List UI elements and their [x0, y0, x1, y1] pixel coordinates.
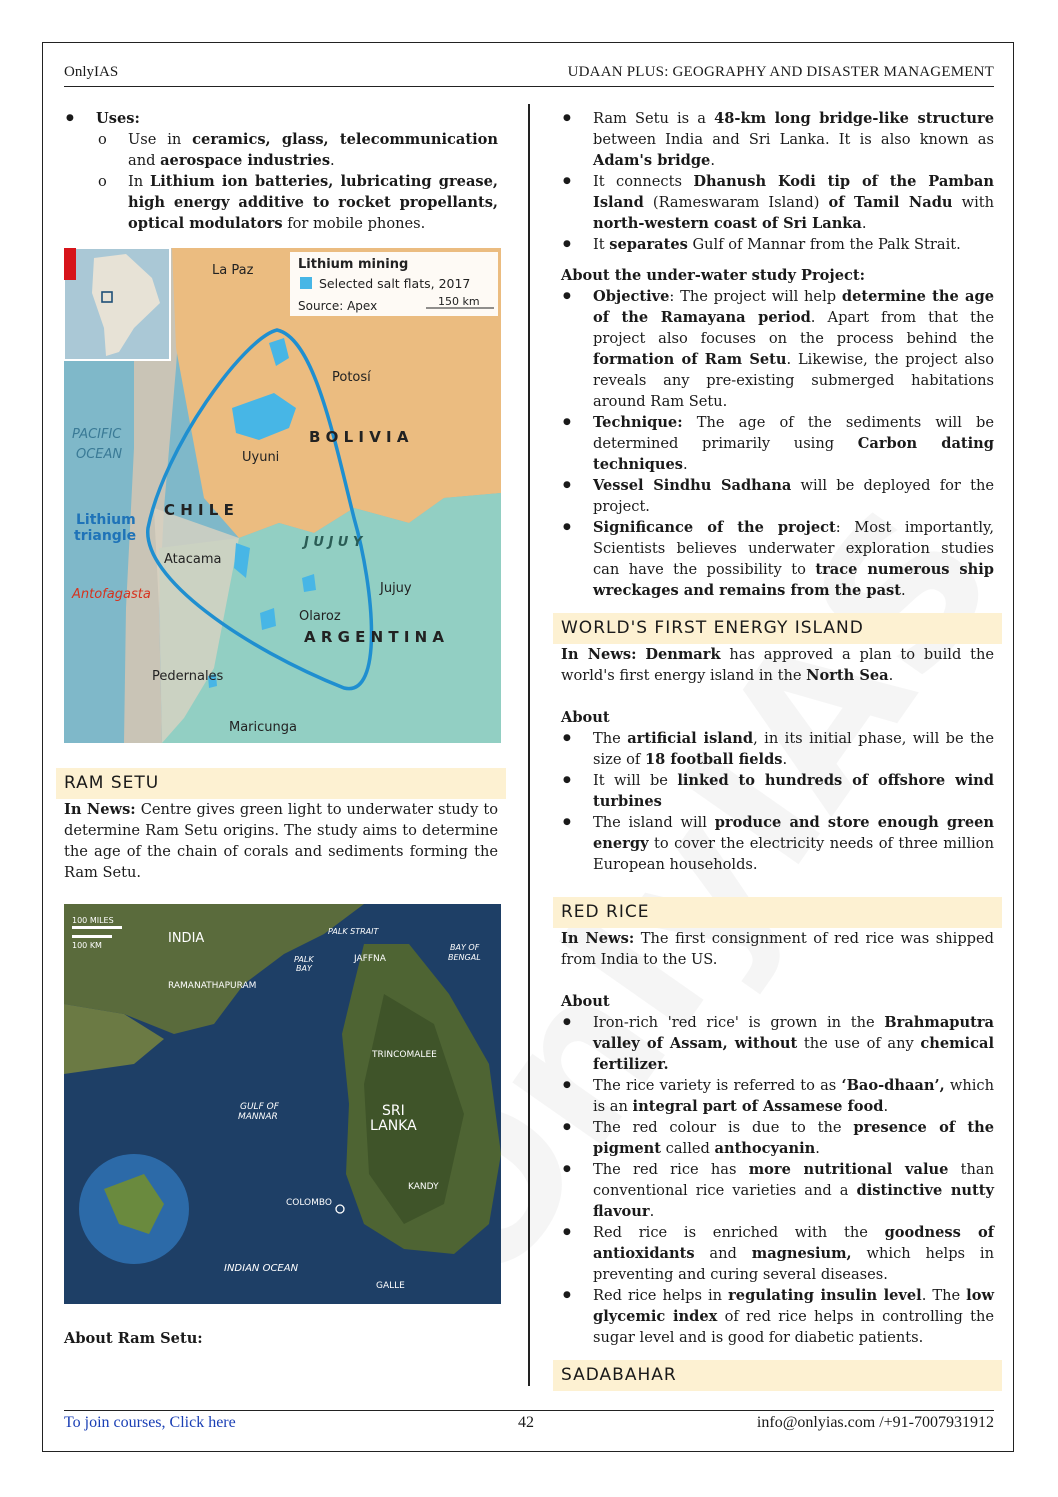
about-ramsetu	[64, 1328, 498, 1349]
uses-subitem: o In Lithium ion batteries, lubricating grease, high energy additive to rocket propellants, optical modulators for mobile phones.	[96, 171, 498, 234]
legend-title: Lithium mining	[298, 257, 409, 272]
svg-text:100 MILES: 100 MILES	[72, 916, 114, 925]
svg-text:Potosí: Potosí	[332, 370, 371, 385]
svg-text:Olaroz: Olaroz	[299, 609, 341, 624]
svg-text:Antofagasta: Antofagasta	[72, 587, 151, 602]
svg-text:Atacama: Atacama	[164, 552, 222, 567]
energy-about: About	[561, 709, 610, 726]
list-item: ● The red colour is due to the presence of the pigment called anthocyanin.	[561, 1117, 994, 1159]
svg-text:Pedernales: Pedernales	[152, 669, 224, 684]
ramsetu-innews: In News: Centre gives green light to underwater study to determine Ram Setu origins. The study aims to determine the age of the chain of corals and sediments forming the Ram Setu.	[64, 801, 498, 881]
svg-text:COLOMBO: COLOMBO	[286, 1198, 333, 1208]
section-heading-ramsetu: RAM SETU	[56, 768, 506, 799]
list-item: ● The rice variety is referred to as ‘Bao-dhaan’, which is an integral part of Assamese food.	[561, 1075, 994, 1117]
svg-text:PACIFIC: PACIFIC	[72, 427, 122, 442]
ramsetu-satellite-map	[64, 904, 501, 1304]
redrice-about: About	[561, 993, 610, 1010]
map-scale: 150 km	[438, 295, 480, 308]
left-column	[64, 108, 498, 234]
svg-text:KANDY: KANDY	[408, 1182, 439, 1192]
svg-text:GALLE: GALLE	[376, 1281, 405, 1291]
svg-text:MANNAR: MANNAR	[238, 1112, 278, 1122]
project-heading: About the under-water study Project:	[561, 267, 865, 284]
svg-text:C H I L E: C H I L E	[164, 501, 234, 519]
uses-item	[64, 108, 498, 234]
svg-text:BENGAL: BENGAL	[448, 953, 481, 962]
list-item: ● The red rice has more nutritional value than conventional rice varieties and a distinctive nutty flavour.	[561, 1159, 994, 1222]
list-item: ● The island will produce and store enough green energy to cover the electricity needs of three million European households.	[561, 812, 994, 875]
energy-list	[561, 728, 994, 875]
header-brand: OnlyIAS	[64, 64, 119, 80]
svg-text:La Paz: La Paz	[212, 263, 254, 278]
page-header	[64, 64, 994, 87]
svg-text:B O L I V I A: B O L I V I A	[309, 428, 409, 446]
svg-text:TRINCOMALEE: TRINCOMALEE	[372, 1050, 437, 1060]
svg-text:BAY OF: BAY OF	[450, 943, 480, 952]
svg-text:Uyuni: Uyuni	[242, 450, 280, 465]
svg-text:GULF OF: GULF OF	[240, 1102, 279, 1112]
svg-text:100 KM: 100 KM	[72, 941, 102, 950]
map-source: Source: Apex	[298, 299, 378, 313]
list-item: ● Technique: The age of the sediments will be determined primarily using Carbon dating techniques.	[561, 412, 994, 475]
legend-item: Selected salt flats, 2017	[319, 276, 471, 291]
svg-text:PALK STRAIT: PALK STRAIT	[328, 927, 379, 936]
svg-text:Lithium: Lithium	[76, 512, 136, 528]
list-item: ● It separates Gulf of Mannar from the Palk Strait.	[561, 234, 994, 255]
list-item: ● It connects Dhanush Kodi tip of the Pamban Island (Rameswaram Island) of Tamil Nadu with north-western coast of Sri Lanka.	[561, 171, 994, 234]
svg-text:Maricunga: Maricunga	[229, 720, 297, 735]
list-item: ● It will be linked to hundreds of offshore wind turbines	[561, 770, 994, 812]
header-title: UDAAN PLUS: GEOGRAPHY AND DISASTER MANAGEMENT	[567, 64, 994, 80]
page-number: 42	[518, 1414, 534, 1431]
svg-text:INDIAN OCEAN: INDIAN OCEAN	[224, 1263, 299, 1274]
list-item: ● Objective: The project will help determine the age of the Ramayana period. Apart from that the project also focuses on the process behind the formation of Ram Setu. Likewise, the project also reveals any pre-existing submerged habitations around Ram Setu.	[561, 286, 994, 412]
footer-contact: info@onlyias.com /+91-7007931912	[756, 1414, 994, 1431]
uses-heading: Uses:	[96, 110, 140, 127]
svg-text:PALK: PALK	[294, 955, 314, 964]
footer-rule	[64, 1410, 994, 1411]
redrice-list	[561, 1012, 994, 1348]
svg-text:LANKA: LANKA	[370, 1118, 417, 1134]
list-item: ● Significance of the project: Most importantly, Scientists believes underwater exploration studies can have the possibility to trace numerous ship wreckages and remains from the past.	[561, 517, 994, 601]
uses-sublist	[96, 129, 498, 234]
lithium-triangle-map	[64, 248, 501, 743]
about-ramsetu-heading: About Ram Setu:	[64, 1330, 203, 1347]
ramsetu-section	[64, 768, 498, 883]
list-item: ● Ram Setu is a 48-km long bridge-like structure between India and Sri Lanka. It is also known as Adam's bridge.	[561, 108, 994, 171]
redrice-innews: In News: The first consignment of red rice was shipped from India to the US.	[561, 930, 995, 968]
svg-text:SRI: SRI	[382, 1103, 405, 1119]
list-item: ● Iron-rich 'red rice' is grown in the Brahmaputra valley of Assam, without the use of any chemical fertilizer.	[561, 1012, 994, 1075]
right-column	[561, 108, 994, 1391]
join-courses-link[interactable]: To join courses, Click here	[64, 1414, 236, 1431]
section-heading-sadabahar: SADABAHAR	[553, 1360, 1002, 1391]
list-item: ● Red rice is enriched with the goodness of antioxidants and magnesium, which helps in preventing and curing several diseases.	[561, 1222, 994, 1285]
ramsetu-facts	[561, 108, 994, 255]
list-item: ● Vessel Sindhu Sadhana will be deployed for the project.	[561, 475, 994, 517]
uses-subitem: o Use in ceramics, glass, telecommunication and aerospace industries.	[96, 129, 498, 171]
svg-text:OCEAN: OCEAN	[76, 447, 123, 462]
svg-text:INDIA: INDIA	[168, 931, 205, 946]
list-item: ● Red rice helps in regulating insulin level. The low glycemic index of red rice helps in controlling the sugar level and is good for diabetic patients.	[561, 1285, 994, 1348]
section-heading-energy: WORLD'S FIRST ENERGY ISLAND	[553, 613, 1002, 644]
svg-text:J U J U Y: J U J U Y	[304, 535, 363, 550]
uses-list	[64, 108, 498, 234]
column-divider	[528, 104, 530, 1386]
svg-text:RAMANATHAPURAM: RAMANATHAPURAM	[168, 981, 257, 991]
list-item: ● The artificial island, in its initial phase, will be the size of 18 football fields.	[561, 728, 994, 770]
section-heading-redrice: RED RICE	[553, 897, 1002, 928]
project-list	[561, 286, 994, 601]
svg-text:JAFFNA: JAFFNA	[354, 954, 386, 964]
svg-text:Jujuy: Jujuy	[380, 581, 412, 596]
energy-innews: In News: Denmark has approved a plan to build the world's first energy island in the North Sea.	[561, 646, 995, 684]
svg-text:BAY: BAY	[296, 964, 312, 973]
svg-text:triangle: triangle	[74, 528, 137, 544]
svg-text:A R G E N T I N A: A R G E N T I N A	[304, 628, 445, 646]
